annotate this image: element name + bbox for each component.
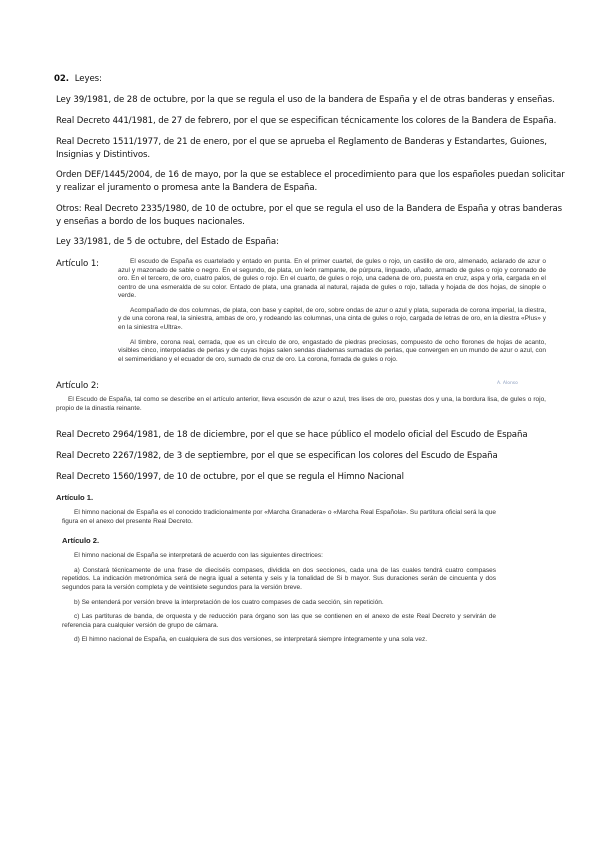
himno-article-2-title: Artículo 2. xyxy=(62,536,100,546)
article-2-paragraph: El Escudo de España, tal como se describe en el artículo anterior, lleva escusón de azur o azul, tres lises de oro, puestas dos y una, la bordura lisa, de gules o rojo, propio de la dinastía reinante. xyxy=(56,396,546,412)
faint-mark: A. Alonso xyxy=(497,381,518,386)
law-rd-441-1981: Real Decreto 441/1981, de 27 de febrero, por el que se especifican técnicamente los colores de la Bandera de España. xyxy=(56,116,557,126)
ley33-article-2-label: Artículo 2: xyxy=(56,381,99,391)
ley33-article-1-text xyxy=(118,258,546,370)
section-heading xyxy=(54,74,102,85)
ley33-article-2-text xyxy=(56,396,546,419)
law-ley-39-1981: Ley 39/1981, de 28 de octubre, por la que se regula el uso de la bandera de España y el de otras banderas y enseñas. xyxy=(56,95,555,105)
article-1-paragraph: Acompañado de dos columnas, de plata, con base y capitel, de oro, sobre ondas de azur o azul y plata, superada de corona imperial, la diestra, y de una corona real, la siniestra, ambas de oro, y rodeando las columnas, una cinta de gules o rojo, cargada de letras de oro, en la diestra «Plus» y en la siniestra «Ultra». xyxy=(118,306,546,332)
law-orden-def-1445-2004-line2: y realizar el juramento o promesa ante la Bandera de España. xyxy=(56,183,318,193)
ley33-article-1-label: Artículo 1: xyxy=(56,259,99,269)
section-number: 02. xyxy=(54,74,69,84)
himno-article-2-item: a) Constará técnicamente de una frase de dieciséis compases, dividida en dos secciones, cada una de las cuales tendrá cuatro compases repetidos. La indicación metronómica será de negra igual a setenta y seis y la tonalidad de Si b mayor. Sus duraciones serán de cincuenta y dos segundos para la versión completa y de veintisiete segundos para la versión breve. xyxy=(62,566,496,591)
decree-rd-1560-1997: Real Decreto 1560/1997, de 10 de octubre, por el que se regula el Himno Nacional xyxy=(56,472,404,482)
section-label: Leyes: xyxy=(74,74,102,84)
law-rd-1511-1977-line2: Insignias y Distintivos. xyxy=(56,150,151,160)
himno-article-2-item: d) El himno nacional de España, en cualquiera de sus dos versiones, se interpretará siempre íntegramente y una sola vez. xyxy=(74,636,428,644)
law-rd-1511-1977-line1: Real Decreto 1511/1977, de 21 de enero, por el que se aprueba el Reglamento de Banderas y Estandartes, Guiones, xyxy=(56,137,547,147)
decree-rd-2964-1981: Real Decreto 2964/1981, de 18 de diciembre, por el que se hace público el modelo oficial del Escudo de España xyxy=(56,430,528,440)
law-orden-def-1445-2004-line1: Orden DEF/1445/2004, de 16 de mayo, por la que se establece el procedimiento para que los españoles puedan solicitar xyxy=(56,170,565,180)
law-otros-rd-2335-1980-line2: y enseñas a bordo de los buques nacionales. xyxy=(56,217,245,227)
article-1-paragraph: El escudo de España es cuartelado y entado en punta. En el primer cuartel, de gules o rojo, un castillo de oro, almenado, aclarado de azur o azul y mazonado de sable o negro. En el segundo, de plata, un león rampante, de púrpura, linguado, uñado, armado de gules o rojo y coronado de oro. En el tercero, de oro, cuatro palos, de gules o rojo. En el cuarto, de gules o rojo, una cadena de oro, puesta en cruz, aspa y orla, cargada en el centro de una esmeralda de su color. Entado de plata, una granada al natural, rajada de gules o rojo, tallada y hojada de dos hojas, de sinople o verde. xyxy=(118,258,546,300)
himno-article-1-title: Artículo 1. xyxy=(56,493,94,502)
himno-article-1-text: El himno nacional de España es el conocido tradicionalmente por «Marcha Granadera» o «Marcha Real Española». Su partitura oficial será la que figura en el anexo del presente Real Decreto. xyxy=(62,509,496,525)
law-otros-rd-2335-1980-line1: Otros: Real Decreto 2335/1980, de 10 de octubre, por el que se regula el uso de la Bandera de España y otras banderas xyxy=(56,204,563,214)
decree-rd-2267-1982: Real Decreto 2267/1982, de 3 de septiembre, por el que se especifican los colores del Escudo de España xyxy=(56,451,498,461)
himno-scan xyxy=(56,493,496,651)
himno-article-2-item: c) Las partituras de banda, de orquesta y de reducción para órgano son las que se contienen en el anexo de este Real Decreto y servirán de referencia para cualquier versión de grupo de cámara. xyxy=(62,613,496,629)
law-ley-33-1981: Ley 33/1981, de 5 de octubre, del Estado de España: xyxy=(56,237,279,247)
himno-article-2-intro: El himno nacional de España se interpretará de acuerdo con las siguientes directrices: xyxy=(74,552,323,560)
article-1-paragraph: Al timbre, corona real, cerrada, que es un círculo de oro, engastado de piedras preciosas, compuesto de ocho florones de hojas de acanto, visibles cinco, interpoladas de perlas y de cuyas hojas salen sendas diademas sumadas de perlas, que convergen en un mundo de azur o azul, con el semimeridiano y el ecuador de oro, sumado de cruz de oro. La corona, forrada de gules o rojo. xyxy=(118,338,546,363)
himno-article-2-item: b) Se entenderá por versión breve la interpretación de los cuatro compases de cada sección, sin repetición. xyxy=(74,598,384,606)
